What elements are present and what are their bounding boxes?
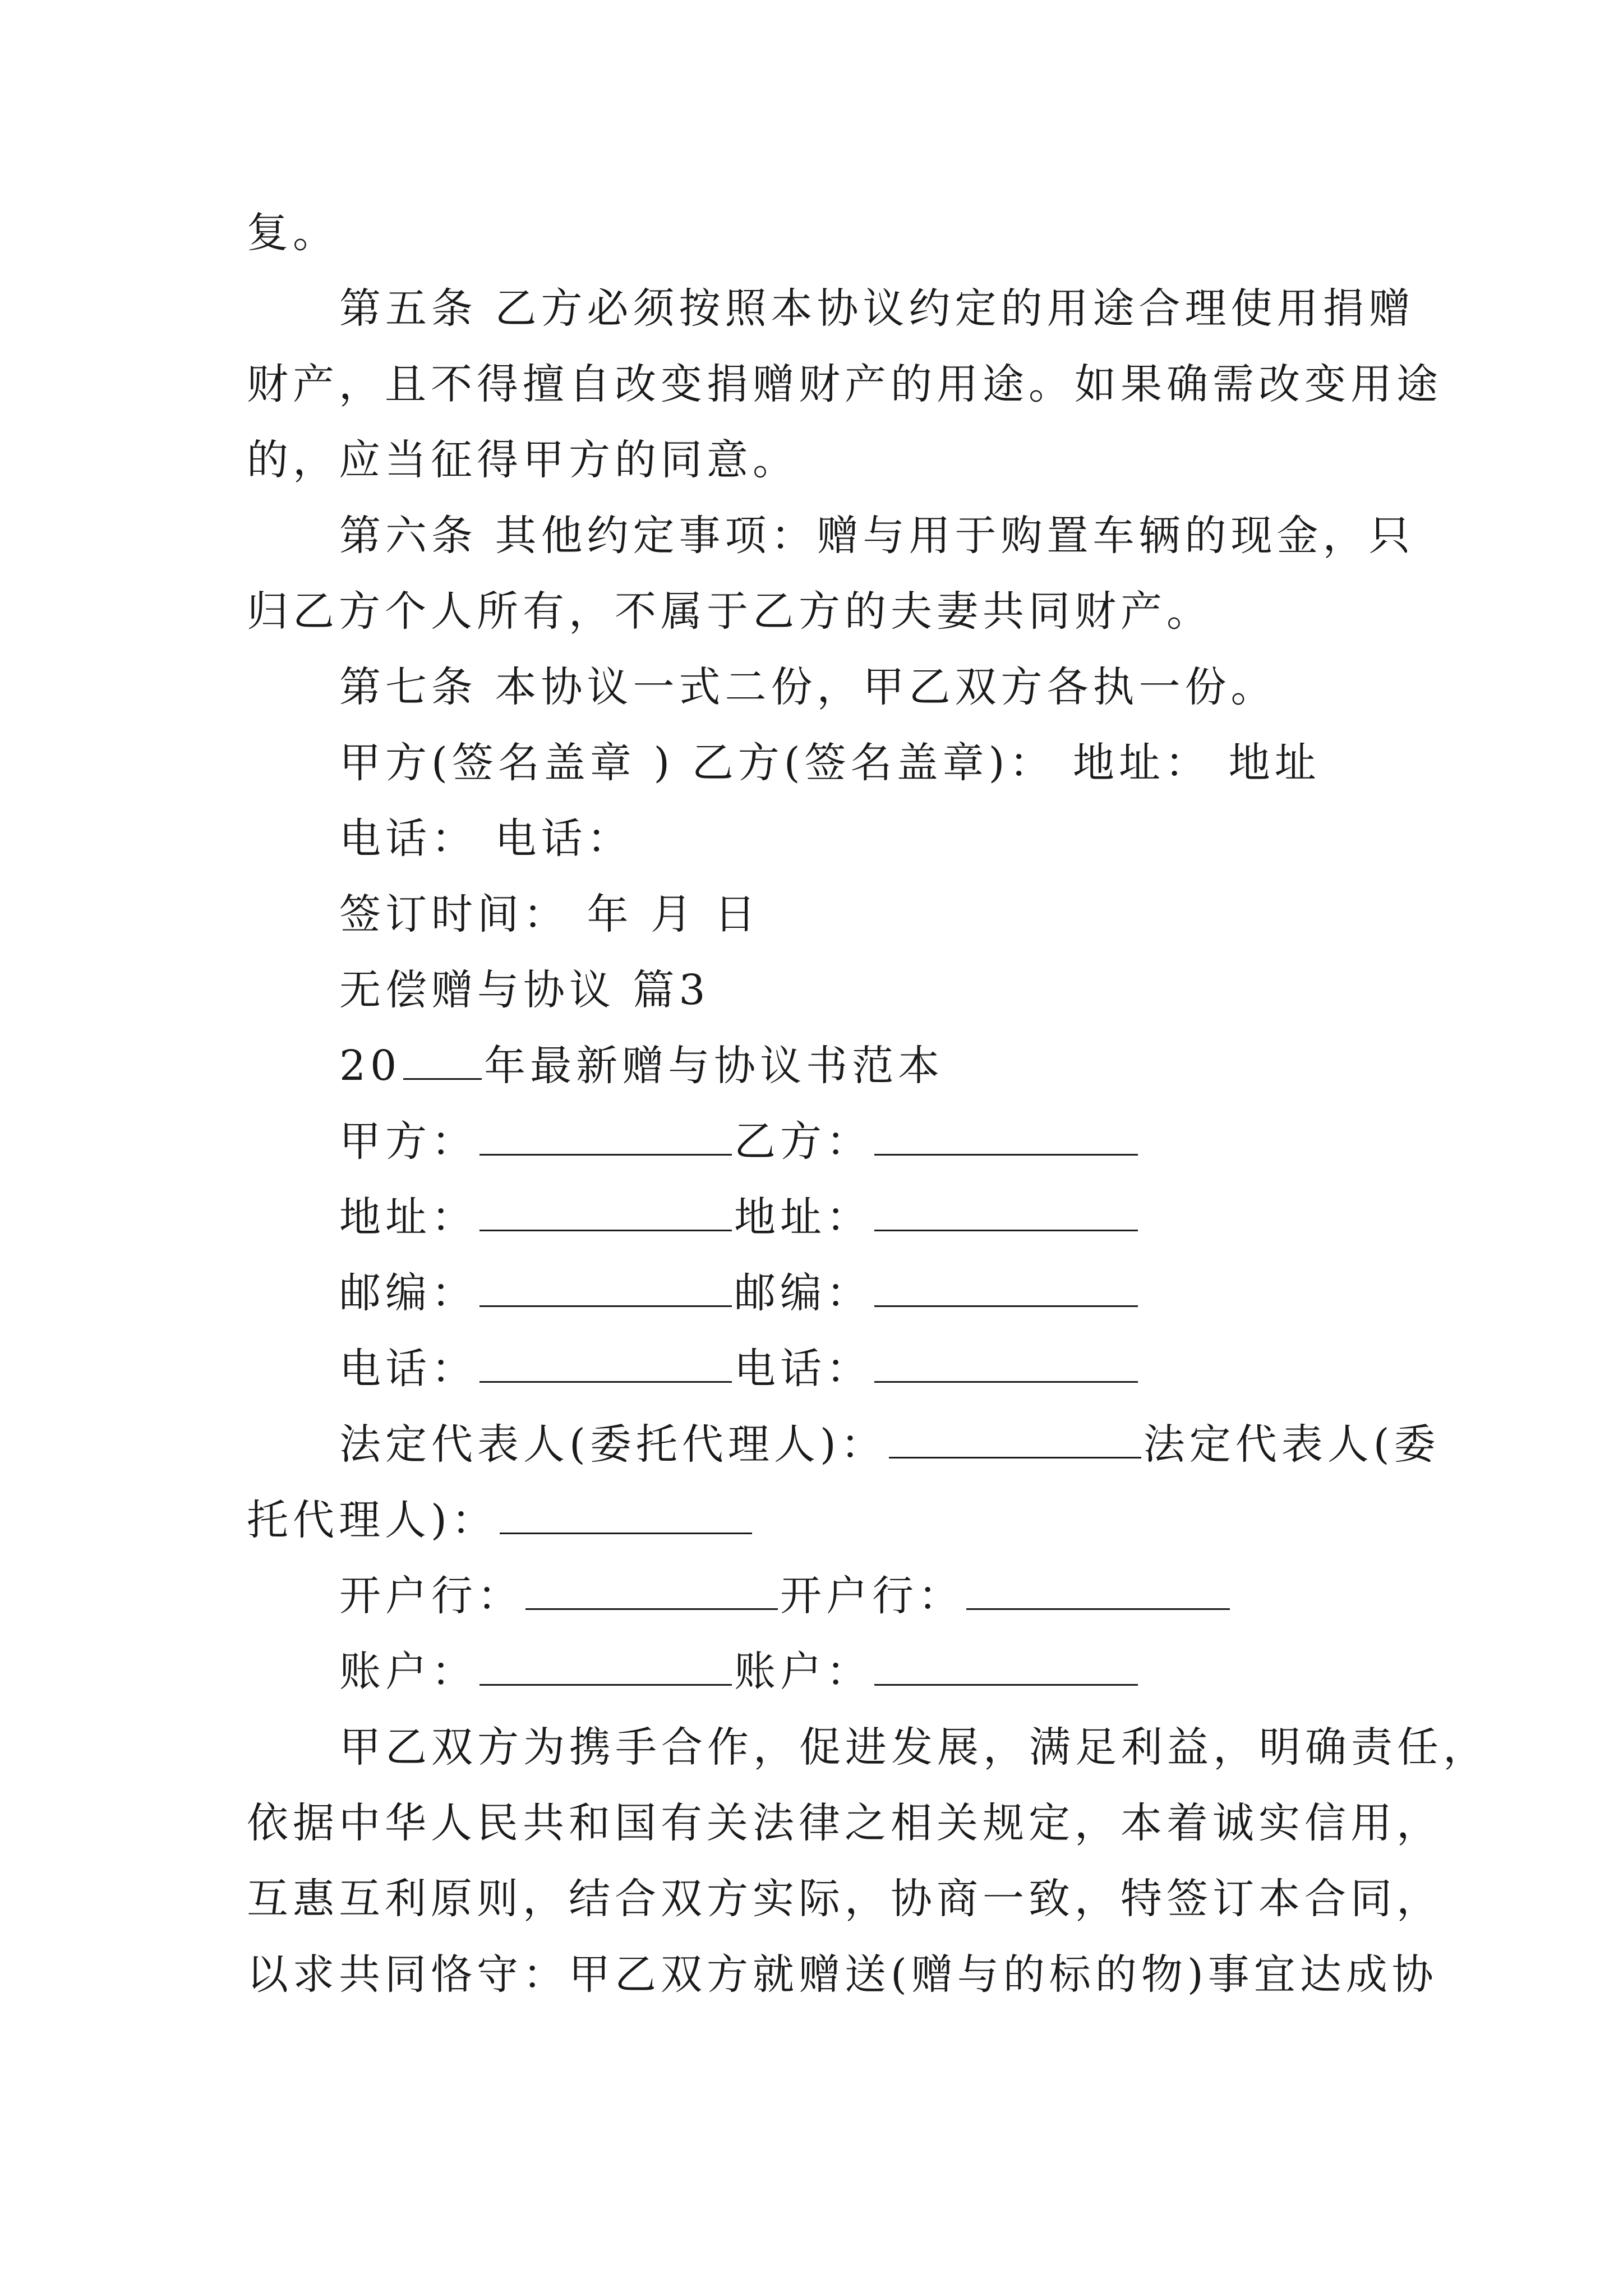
phone-b-label: 电话： [734, 1345, 872, 1393]
text-line: 的，应当征得甲方的同意。 [247, 436, 799, 484]
address-a-label: 地址： [339, 1193, 477, 1241]
article-7-line: 第七条 本协议一式二份，甲乙双方各执一份。 [339, 663, 1277, 711]
representative-a-blank [889, 1418, 1141, 1458]
account-row [339, 1644, 1140, 1700]
preamble-line: 依据中华人民共和国有关法律之相关规定，本着诚实信用， [247, 1799, 1442, 1847]
address-row [339, 1189, 1140, 1245]
text-line: 财产，且不得擅自改变捐赠财产的用途。如果确需改变用途 [247, 360, 1442, 408]
party-a-label: 甲方： [339, 1117, 477, 1166]
representative-b-label-cont: 托代理人)： [247, 1496, 497, 1544]
address-a-blank [479, 1190, 732, 1231]
signature-line: 甲方(签名盖章 ) 乙方(签名盖章)： 地址： 地址 [339, 739, 1321, 787]
phone-line: 电话： 电话： [339, 815, 633, 863]
party-b-label: 乙方： [734, 1117, 872, 1166]
representative-b-blank [500, 1493, 752, 1534]
party-b-blank [874, 1115, 1138, 1156]
postcode-b-blank [874, 1266, 1138, 1307]
representative-b-label: 法定代表人(委 [1143, 1420, 1440, 1469]
year-prefix: 20 [339, 1042, 402, 1090]
party-a-blank [479, 1115, 732, 1156]
bank-a-label: 开户行： [339, 1572, 523, 1620]
postcode-row [339, 1265, 1140, 1321]
bank-a-blank [525, 1569, 778, 1610]
preamble-line: 以求共同恪守：甲乙双方就赠送(赠与的标的物)事宜达成协 [247, 1950, 1438, 1999]
article-6-line: 第六条 其他约定事项：赠与用于购置车辆的现金，只 [339, 512, 1415, 560]
bank-b-blank [966, 1569, 1230, 1610]
document-title [339, 1038, 944, 1094]
phone-a-label: 电话： [339, 1345, 477, 1393]
postcode-a-label: 邮编： [339, 1269, 477, 1317]
text-line: 复。 [247, 209, 339, 257]
article-5-line: 第五条 乙方必须按照本协议约定的用途合理使用捐赠 [339, 284, 1415, 333]
phone-b-blank [874, 1342, 1138, 1383]
postcode-a-blank [479, 1266, 732, 1307]
bank-row [339, 1568, 1232, 1624]
bank-b-label: 开户行： [780, 1572, 964, 1620]
year-blank [403, 1039, 482, 1080]
postcode-b-label: 邮编： [734, 1269, 872, 1317]
representative-row-cont [247, 1492, 754, 1548]
section-heading: 无偿赠与协议 篇3 [339, 966, 710, 1014]
party-row [339, 1114, 1140, 1170]
account-a-label: 账户： [339, 1648, 477, 1696]
account-a-blank [479, 1645, 732, 1686]
title-text: 年最新赠与协议书范本 [484, 1042, 944, 1090]
representative-row [339, 1416, 1440, 1473]
phone-a-blank [479, 1342, 732, 1383]
account-b-label: 账户： [734, 1648, 872, 1696]
sign-date-line: 签订时间： 年 月 日 [339, 890, 760, 938]
address-b-blank [874, 1190, 1138, 1231]
account-b-blank [874, 1645, 1138, 1686]
text-line: 归乙方个人所有，不属于乙方的夫妻共同财产。 [247, 587, 1212, 636]
preamble-line: 甲乙双方为携手合作，促进发展，满足利益，明确责任， [339, 1723, 1489, 1772]
preamble-line: 互惠互利原则，结合双方实际，协商一致，特签订本合同， [247, 1875, 1442, 1923]
address-b-label: 地址： [734, 1193, 872, 1241]
phone-row [339, 1341, 1140, 1397]
representative-a-label: 法定代表人(委托代理人)： [339, 1420, 887, 1469]
